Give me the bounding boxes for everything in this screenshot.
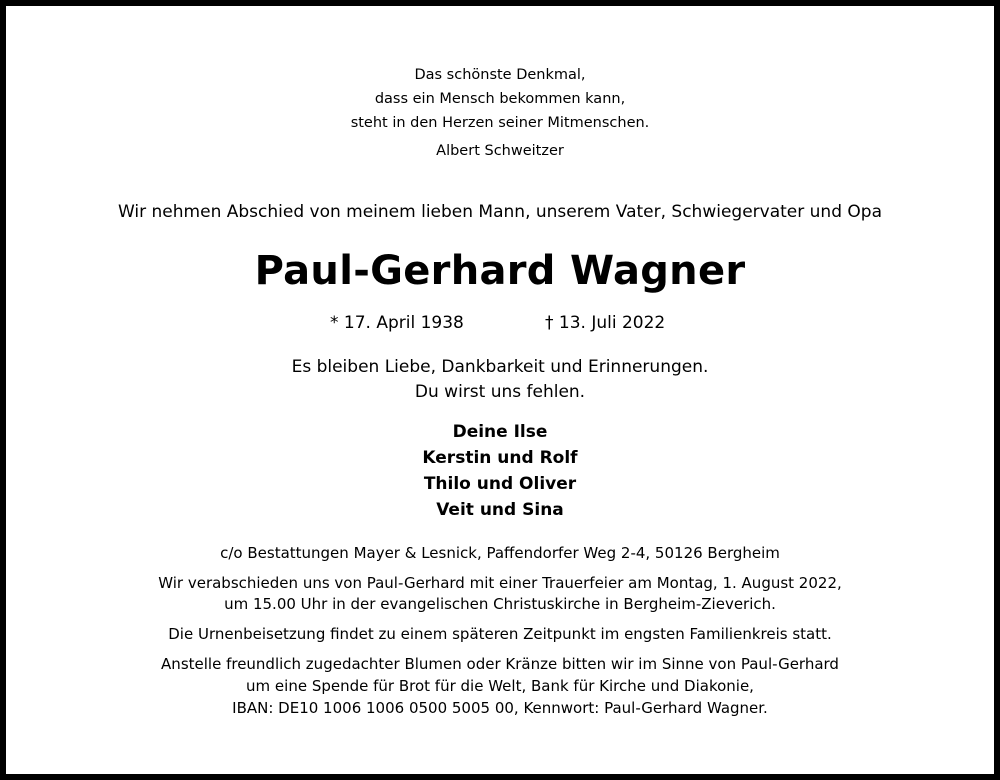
donation-line-2: um eine Spende für Brot für die Welt, Bank für Kirche und Diakonie,: [246, 677, 754, 695]
quote-line-2: dass ein Mensch bekommen kann,: [374, 91, 626, 107]
farewell-intro: Wir nehmen Abschied von meinem lieben Mann, unserem Vater, Schwiegervater und Opa: [117, 202, 882, 222]
mourner-3: Thilo und Oliver: [423, 474, 577, 494]
quote-line-1: Das schönste Denkmal,: [414, 67, 586, 83]
donation-line-1: Anstelle freundlich zugedachter Blumen oder Kränze bitten wir im Sinne von Paul-Gerhard: [161, 655, 839, 673]
mourner-1: Deine Ilse: [452, 422, 548, 442]
quote-author: Albert Schweitzer: [436, 143, 564, 159]
death-date: † 13. Juli 2022: [545, 313, 666, 333]
birth-date: * 17. April 1938: [330, 313, 464, 333]
mourner-2: Kerstin und Rolf: [422, 448, 578, 468]
donation-line-3: IBAN: DE10 1006 1006 0500 5005 00, Kennwort: Paul-Gerhard Wagner.: [232, 699, 768, 717]
burial-info: Die Urnenbeisetzung findet zu einem späteren Zeitpunkt im engsten Familienkreis statt.: [168, 625, 832, 643]
service-line-2: um 15.00 Uhr in der evangelischen Christuskirche in Bergheim-Zieverich.: [224, 595, 776, 613]
tribute-line-2: Du wirst uns fehlen.: [414, 382, 586, 402]
tribute-line-1: Es bleiben Liebe, Dankbarkeit und Erinnerungen.: [291, 357, 709, 377]
deceased-name: Paul-Gerhard Wagner: [254, 248, 746, 294]
quote-line-3: steht in den Herzen seiner Mitmenschen.: [350, 115, 650, 131]
service-line-1: Wir verabschieden uns von Paul-Gerhard mit einer Trauerfeier am Montag, 1. August 2022,: [158, 574, 842, 592]
mourner-4: Veit und Sina: [436, 500, 564, 520]
contact-address: c/o Bestattungen Mayer & Lesnick, Paffendorfer Weg 2-4, 50126 Bergheim: [220, 544, 780, 562]
